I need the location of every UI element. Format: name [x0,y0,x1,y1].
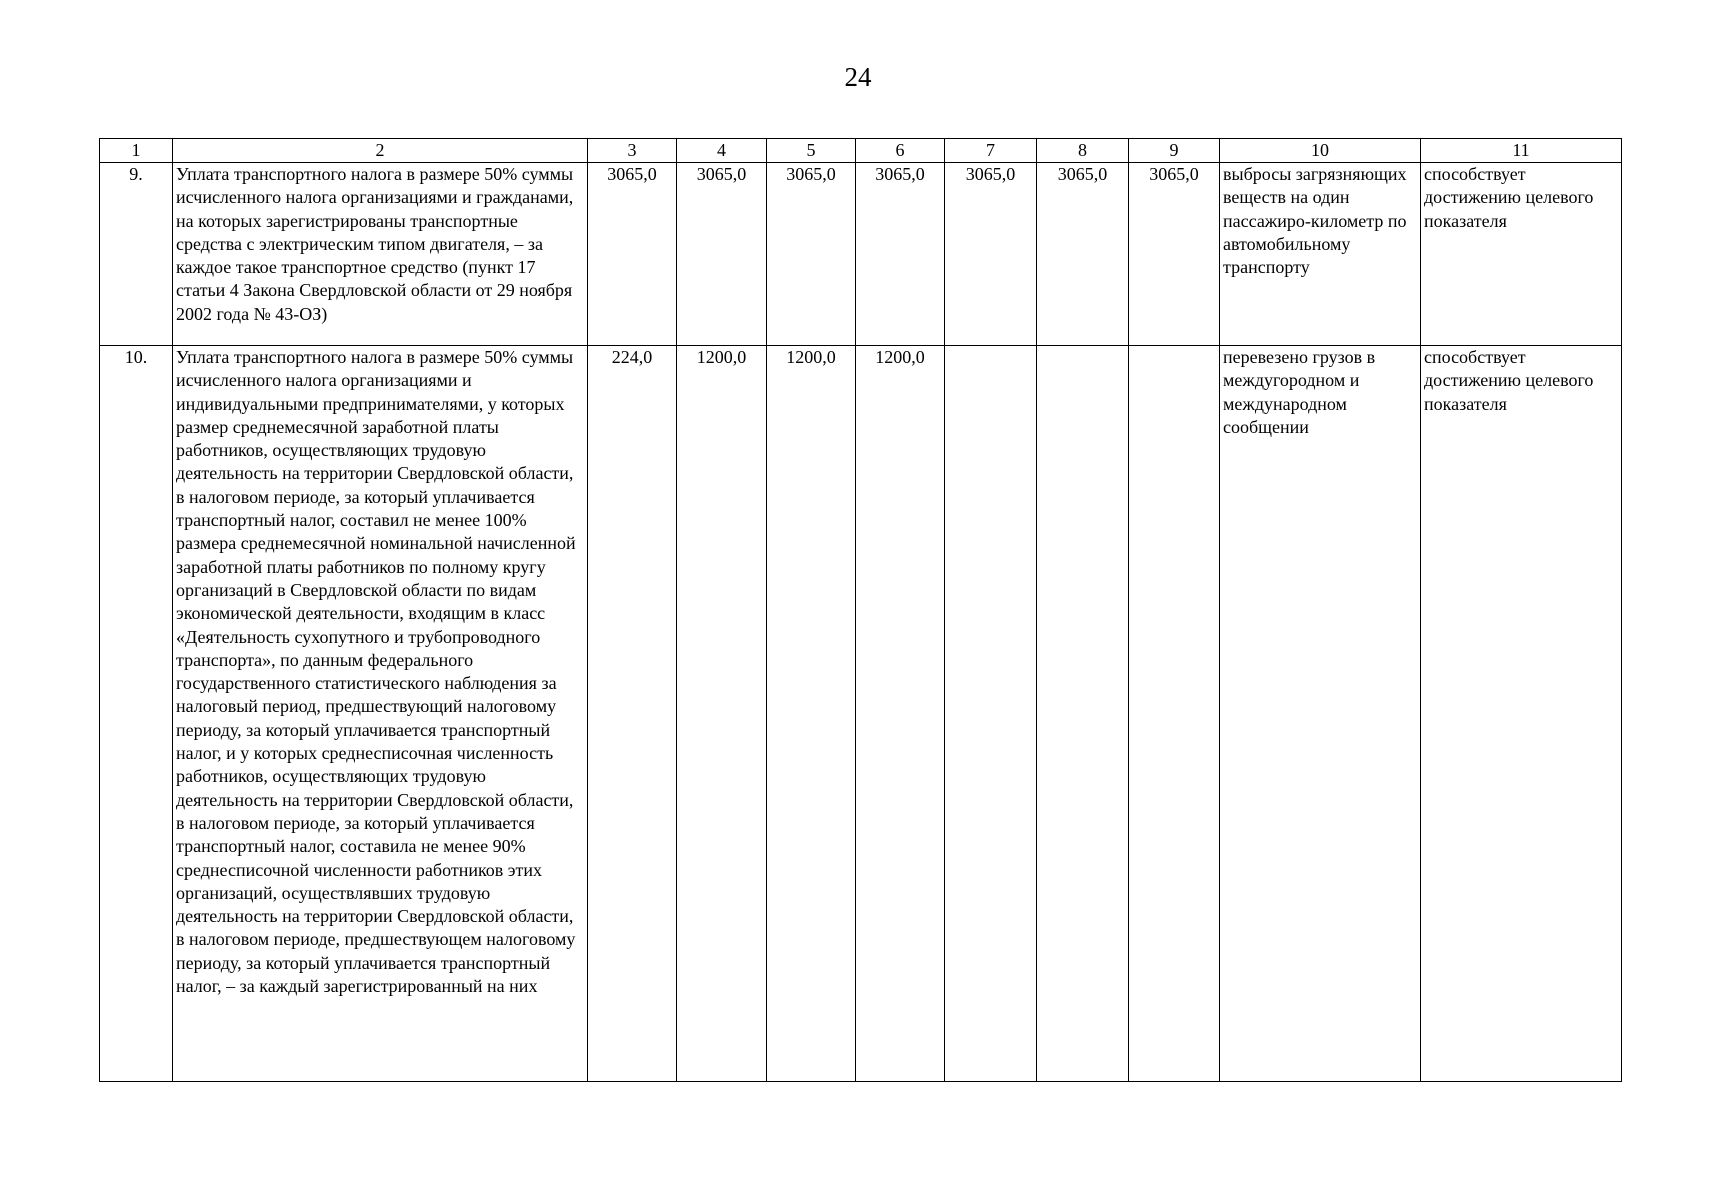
column-header: 8 [1037,139,1129,163]
indicator-cell: выбросы загрязняющих веществ на один пассажиро-километр по автомобильному транспорту [1220,163,1421,346]
value-cell: 1200,0 [767,346,856,1082]
value-cell: 1200,0 [856,346,945,1082]
value-cell: 3065,0 [1037,163,1129,346]
table-row [100,346,1622,1082]
column-header: 4 [677,139,767,163]
column-header: 6 [856,139,945,163]
row-description: Уплата транспортного налога в размере 50% суммы исчисленного налога организациями и индивидуальными предпринимателями, у которых размер среднемесячной заработной платы работников, осуществляющих трудовую деятельность на территории Свердловской области, в налоговом периоде, за который уплачивается транспортный налог, составил не менее 100% размера среднемесячной номинальной начисленной заработной платы работников по полному кругу организаций в Свердловской области по видам экономической деятельности, входящим в класс «Деятельность сухопутного и трубопроводного транспорта», по данным федерального государственного статистического наблюдения за налоговый период, предшествующий налоговому периоду, за который уплачивается транспортный налог, и у которых среднесписочная численность работников, осуществляющих трудовую деятельность на территории Свердловской области, в налоговом периоде, за который уплачивается транспортный налог, составила не менее 90% среднесписочной численности работников этих организаций, осуществлявших трудовую деятельность на территории Свердловской области, в налоговом периоде, предшествующем налоговому периоду, за который уплачивается транспортный налог, – за каждый зарегистрированный на них [173,346,588,1082]
value-cell [1037,346,1129,1082]
value-cell: 3065,0 [856,163,945,346]
value-cell [945,346,1037,1082]
value-cell: 3065,0 [588,163,677,346]
effect-cell: способствует достижению целевого показателя [1421,163,1622,346]
row-number: 9. [100,163,173,346]
page-number: 24 [844,62,872,92]
benefits-table [99,138,1622,1082]
value-cell: 224,0 [588,346,677,1082]
row-number: 10. [100,346,173,1082]
column-header: 1 [100,139,173,163]
column-header: 5 [767,139,856,163]
column-header: 11 [1421,139,1622,163]
value-cell: 3065,0 [767,163,856,346]
column-header: 7 [945,139,1037,163]
table-row [100,163,1622,346]
value-cell: 3065,0 [945,163,1037,346]
value-cell [1129,346,1220,1082]
value-cell: 3065,0 [677,163,767,346]
column-header: 10 [1220,139,1421,163]
column-header: 9 [1129,139,1220,163]
row-description: Уплата транспортного налога в размере 50% суммы исчисленного налога организациями и гражданами, на которых зарегистрированы транспортные средства с электрическим типом двигателя, – за каждое такое транспортное средство (пункт 17 статьи 4 Закона Свердловской области от 29 ноября 2002 года № 43-ОЗ) [173,163,588,346]
indicator-cell: перевезено грузов в междугородном и международном сообщении [1220,346,1421,1082]
column-header: 3 [588,139,677,163]
effect-cell: способствует достижению целевого показателя [1421,346,1622,1082]
value-cell: 3065,0 [1129,163,1220,346]
column-header: 2 [173,139,588,163]
header-row [100,139,1622,163]
value-cell: 1200,0 [677,346,767,1082]
